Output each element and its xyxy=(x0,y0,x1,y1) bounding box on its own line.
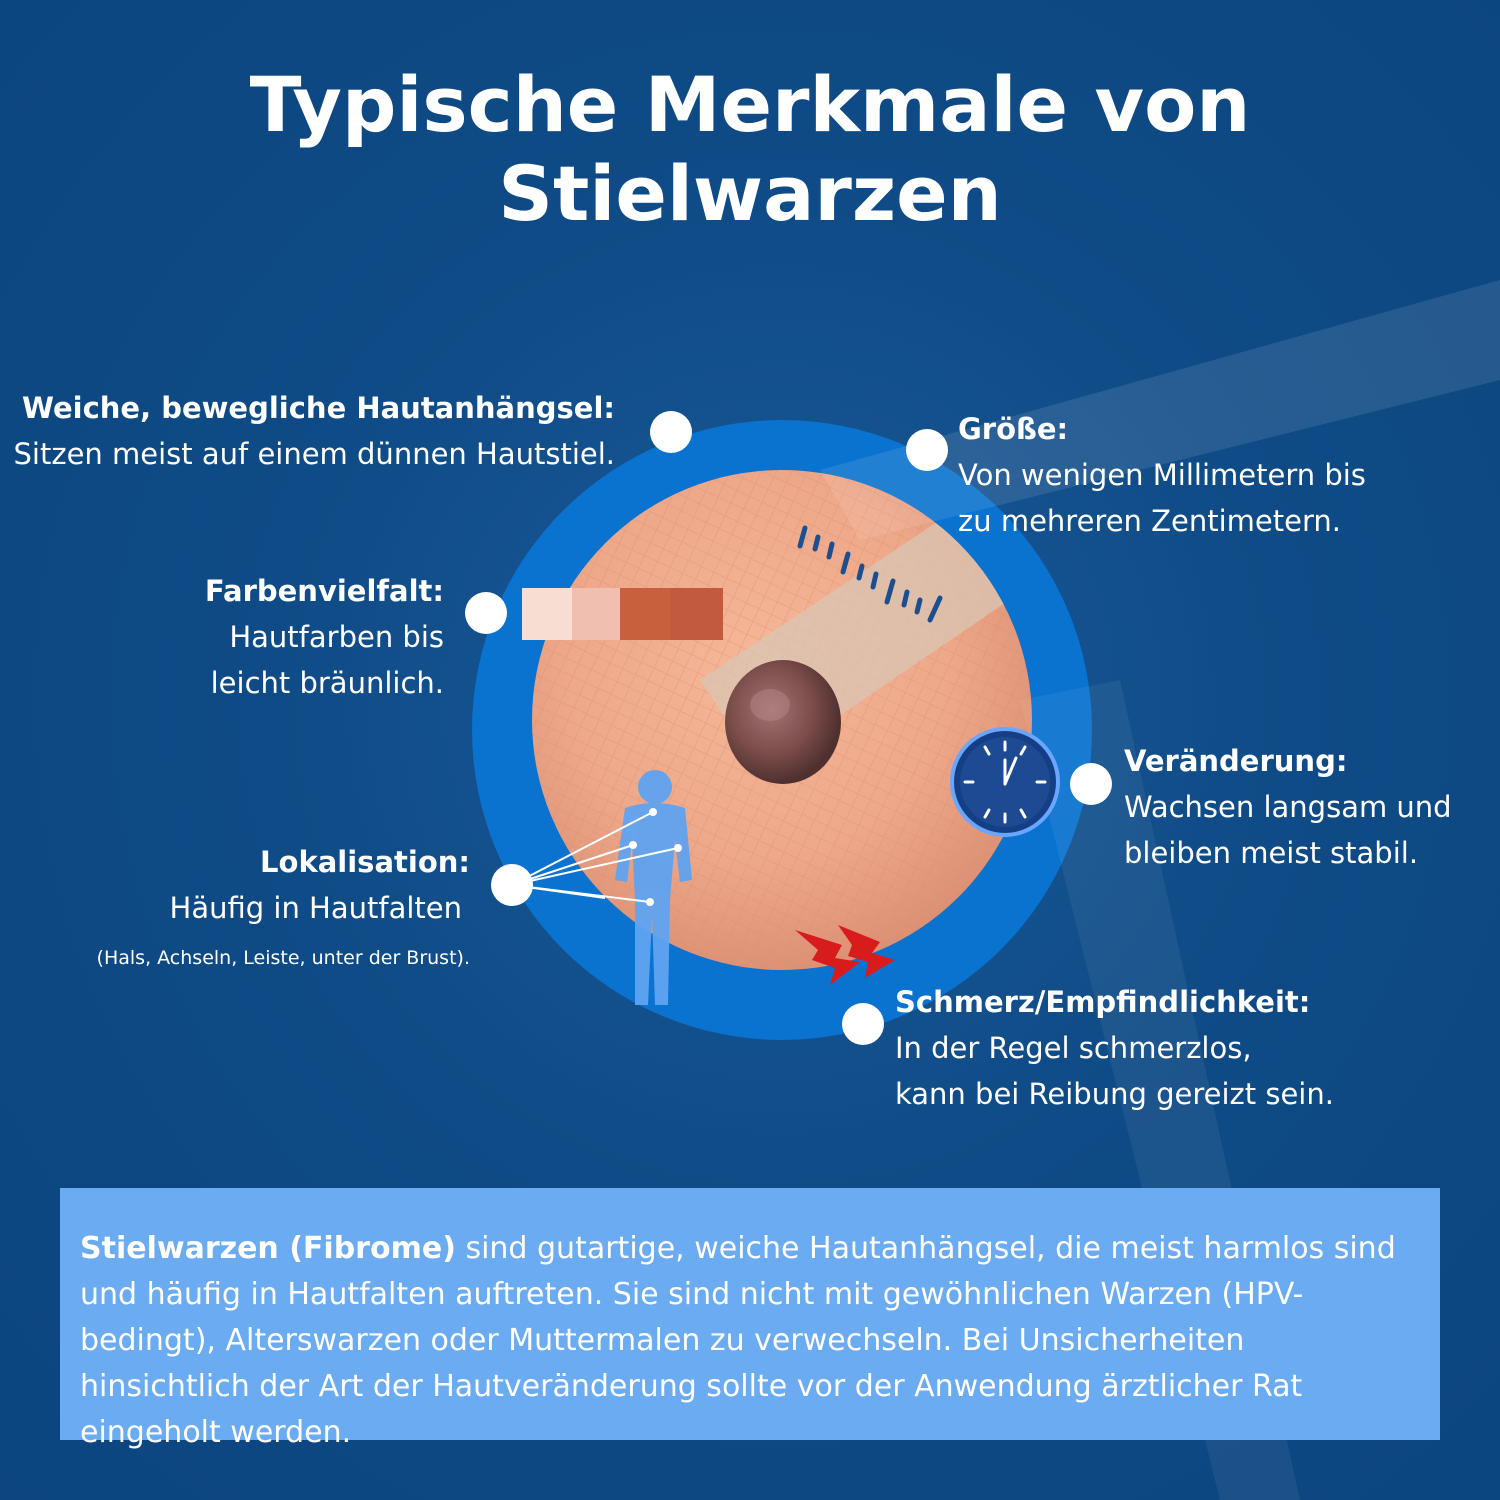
marker-dot-change xyxy=(1070,763,1112,805)
color-swatch-1 xyxy=(522,588,575,640)
feature-location-note: (Hals, Achseln, Leiste, unter der Brust). xyxy=(96,947,470,969)
feature-soft-heading: Weiche, bewegliche Hautanhängsel: xyxy=(22,391,615,425)
feature-pain-line1: In der Regel schmerzlos, xyxy=(895,1031,1252,1065)
feature-color-heading: Farbenvielfalt: xyxy=(204,574,444,608)
color-swatch-3 xyxy=(620,588,672,640)
feature-soft xyxy=(14,385,615,477)
feature-pain-line2: kann bei Reibung gereizt sein. xyxy=(895,1077,1334,1111)
feature-color-line1: Hautfarben bis xyxy=(229,620,444,654)
color-swatch-4 xyxy=(670,588,723,640)
info-box xyxy=(60,1188,1440,1450)
skin-tag xyxy=(725,660,841,784)
feature-size-heading: Größe: xyxy=(958,412,1069,446)
clock-icon xyxy=(952,729,1058,835)
marker-dot-pain xyxy=(842,1003,884,1045)
marker-dot-location xyxy=(491,864,533,906)
feature-pain-heading: Schmerz/Empfindlichkeit: xyxy=(895,985,1311,1019)
feature-color xyxy=(205,568,444,706)
feature-pain xyxy=(895,979,1334,1117)
marker-dot-color xyxy=(465,592,507,634)
info-text: sind gutartige, weiche Hautanhängsel, die meist harmlos sind und häufig in Hautfalten auftreten. Sie sind nicht mit gewöhnlichen Warzen (HPV-bedingt), Alterswarzen oder Muttermalen zu verwechseln. Bei Unsicherheiten hinsichtlich der Art der Hautveränderung sollte vor der Anwendung ärztlicher Rat eingeholt werden. xyxy=(80,1231,1396,1450)
feature-change-heading: Veränderung: xyxy=(1124,744,1348,778)
feature-change xyxy=(1124,738,1452,876)
feature-change-line1: Wachsen langsam und xyxy=(1124,790,1452,824)
color-swatch-2 xyxy=(572,588,622,640)
info-bold: Stielwarzen (Fibrome) xyxy=(80,1231,456,1266)
feature-size-line1: Von wenigen Millimetern bis xyxy=(958,458,1366,492)
feature-soft-text: Sitzen meist auf einem dünnen Hautstiel. xyxy=(13,437,615,471)
feature-color-line2: leicht bräunlich. xyxy=(210,666,444,700)
feature-size-line2: zu mehreren Zentimetern. xyxy=(958,504,1341,538)
marker-dot-size xyxy=(906,429,948,471)
page-title: Typische Merkmale von Stielwarzen xyxy=(249,60,1251,238)
feature-change-line2: bleiben meist stabil. xyxy=(1124,836,1419,870)
marker-dot-soft xyxy=(650,411,692,453)
feature-size xyxy=(958,406,1366,544)
feature-location-text: Häufig in Hautfalten xyxy=(169,891,462,925)
feature-location xyxy=(97,839,470,973)
feature-location-heading: Lokalisation: xyxy=(260,845,470,879)
